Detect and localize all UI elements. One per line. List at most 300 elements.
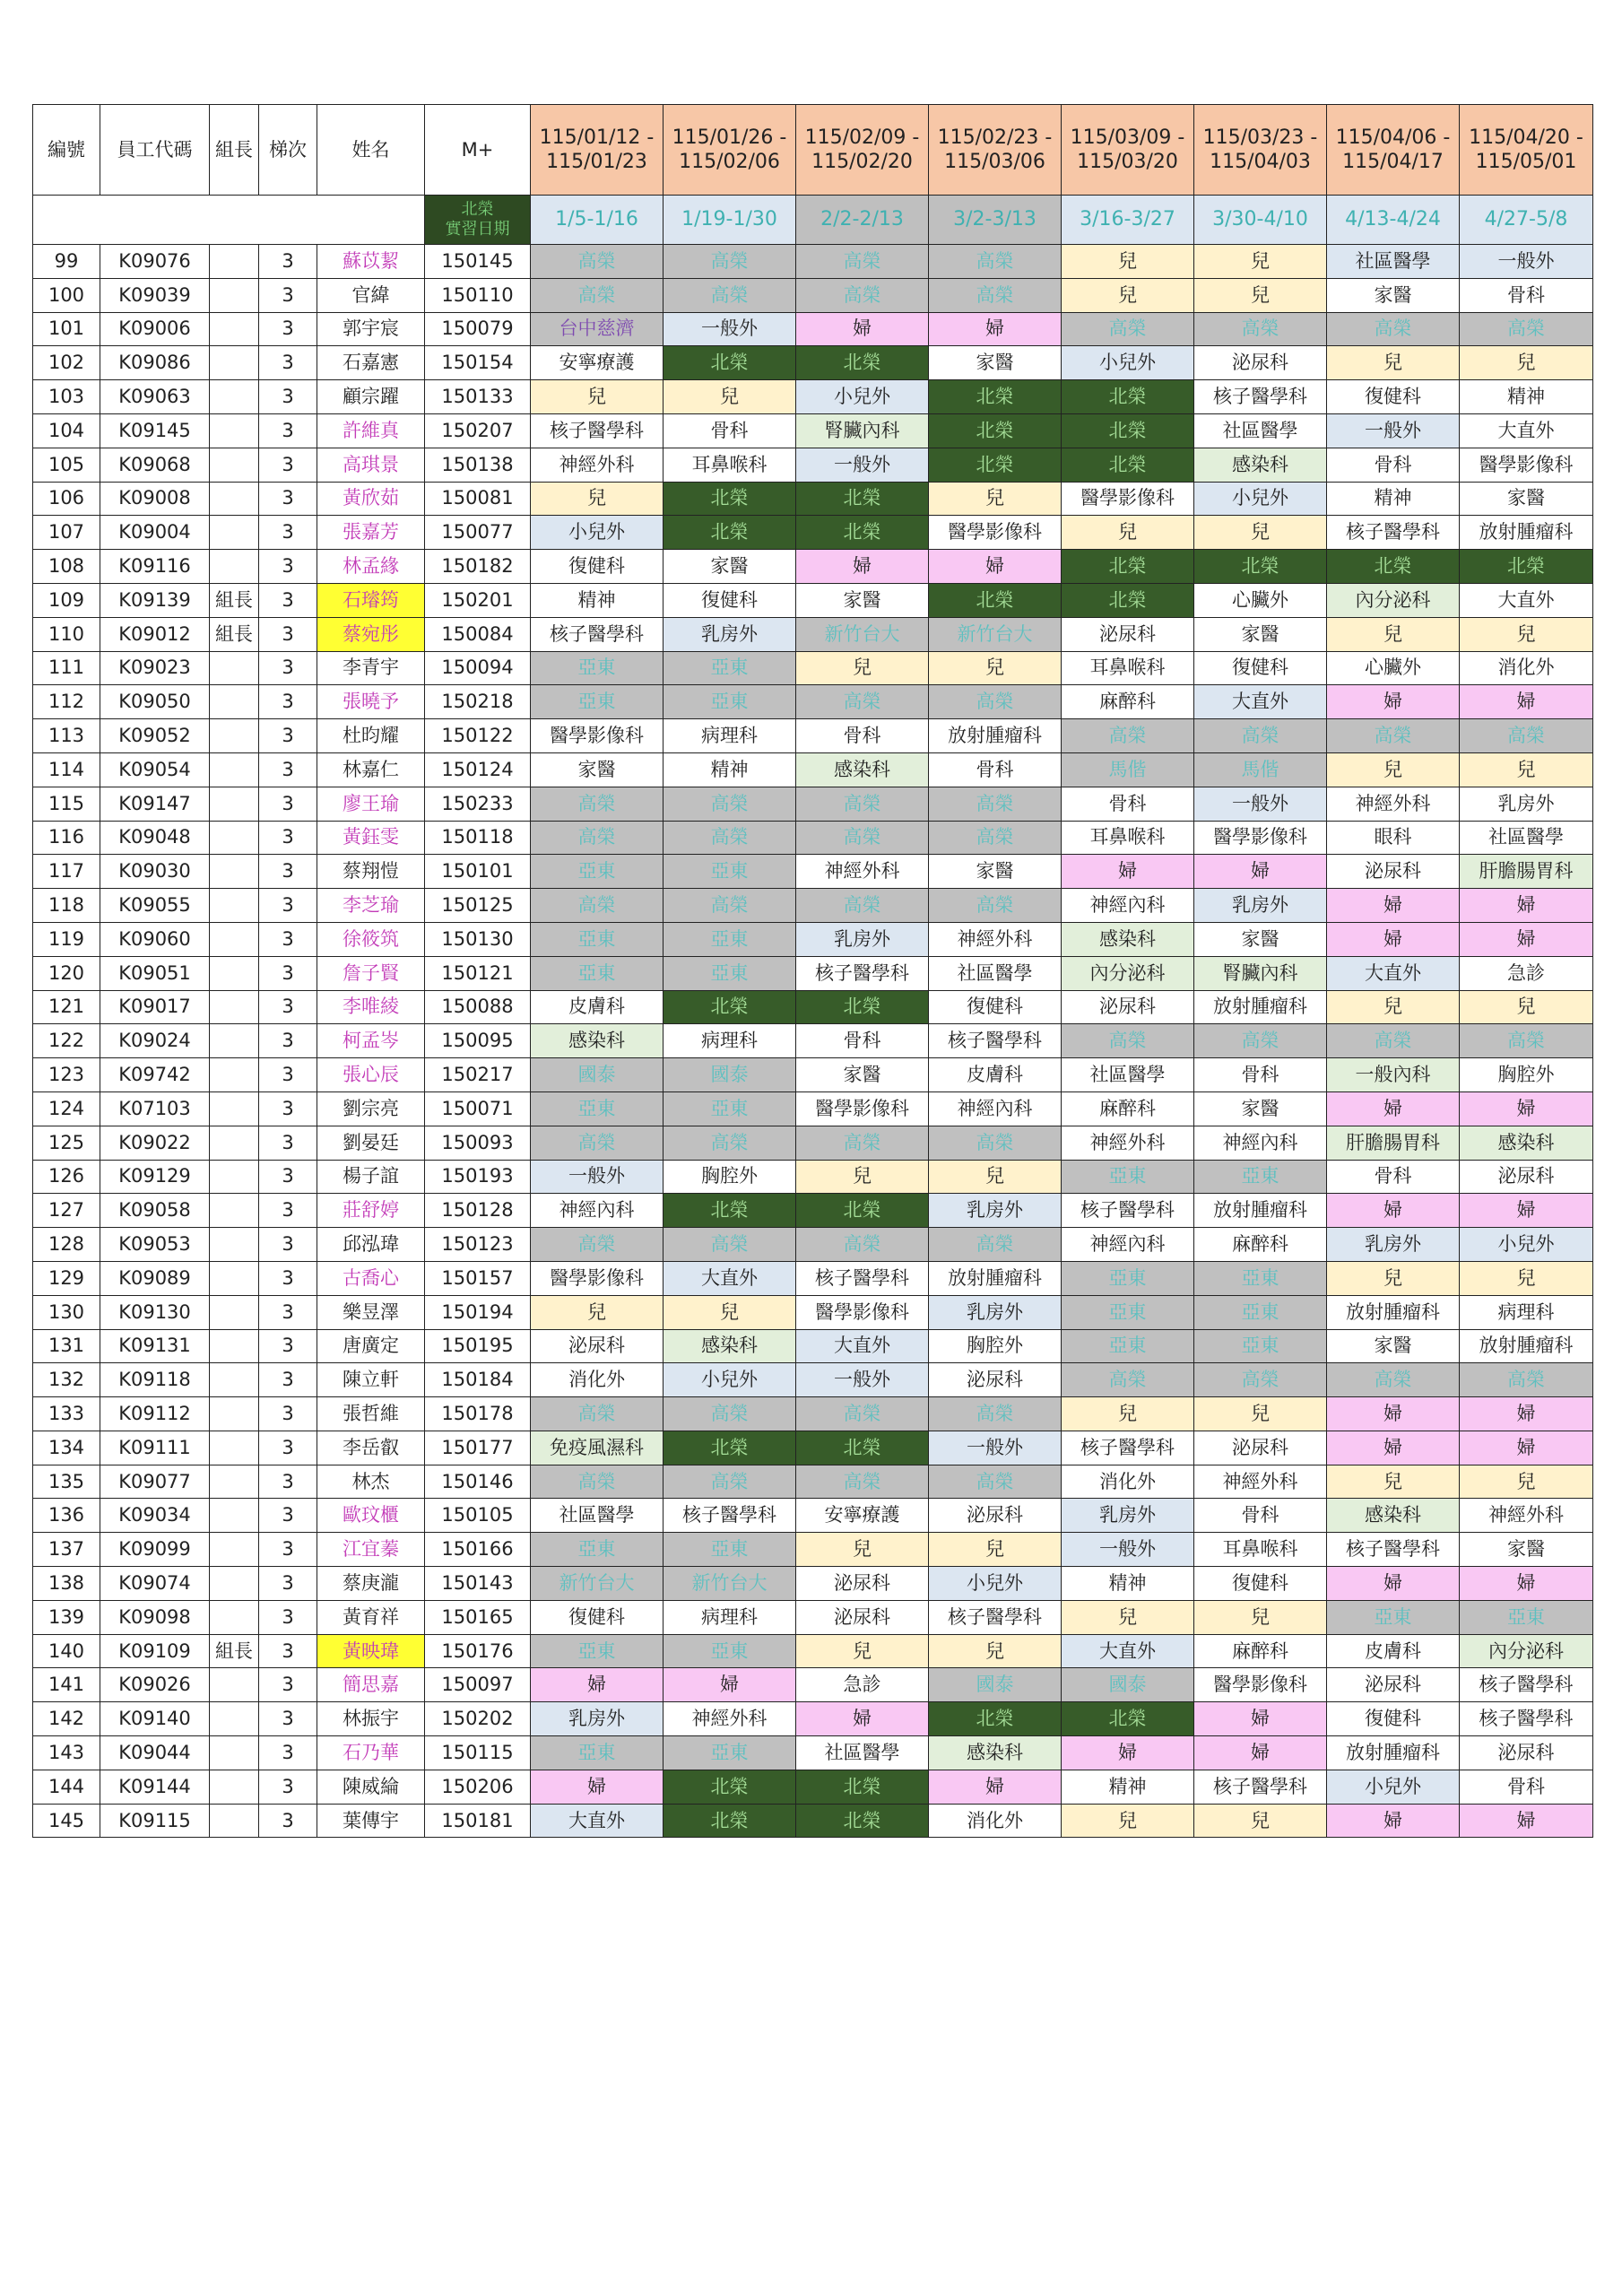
- rotation-cell: 兒: [929, 1634, 1062, 1668]
- rotation-cell: 高榮: [1194, 1363, 1327, 1397]
- row-name: 石璿筠: [317, 583, 425, 617]
- row-batch: 3: [259, 1465, 317, 1499]
- rotation-cell: 復健科: [1327, 380, 1460, 414]
- rotation-cell: 北榮: [796, 346, 929, 380]
- header-period-2: 115/01/26 - 115/02/06: [664, 105, 796, 196]
- row-no: 140: [33, 1634, 100, 1668]
- rotation-cell: 高榮: [531, 821, 664, 855]
- rotation-cell: 新竹台大: [929, 617, 1062, 651]
- rotation-cell: 核子醫學科: [796, 1261, 929, 1295]
- rotation-cell: 醫學影像科: [929, 516, 1062, 550]
- rotation-cell: 高榮: [664, 1126, 796, 1160]
- row-no: 101: [33, 312, 100, 346]
- row-code: K09012: [100, 617, 210, 651]
- rotation-cell: 病理科: [1460, 1295, 1593, 1329]
- row-leader: [210, 1160, 259, 1194]
- row-batch: 3: [259, 1736, 317, 1770]
- rotation-cell: 耳鼻喉科: [1062, 651, 1194, 685]
- row-mplus: 150176: [425, 1634, 531, 1668]
- rotation-cell: 亞東: [1062, 1160, 1194, 1194]
- row-no: 133: [33, 1397, 100, 1431]
- row-mplus: 150202: [425, 1702, 531, 1736]
- rotation-cell: 神經外科: [1194, 1465, 1327, 1499]
- rotation-cell: 高榮: [1062, 312, 1194, 346]
- rotation-cell: 泌尿科: [1327, 855, 1460, 889]
- rotation-cell: 麻醉科: [1194, 1228, 1327, 1262]
- row-name: 張嘉芳: [317, 516, 425, 550]
- row-no: 107: [33, 516, 100, 550]
- rotation-cell: 北榮: [796, 1770, 929, 1804]
- rotation-cell: 亞東: [664, 651, 796, 685]
- table-row: [33, 516, 1593, 550]
- table-row: [33, 1024, 1593, 1058]
- rotation-cell: 亞東: [1194, 1160, 1327, 1194]
- rotation-cell: 北榮: [664, 516, 796, 550]
- rotation-cell: 病理科: [664, 1600, 796, 1634]
- rotation-cell: 婦: [1327, 1431, 1460, 1465]
- rotation-cell: 皮膚科: [929, 1058, 1062, 1092]
- rotation-cell: 小兒外: [796, 380, 929, 414]
- row-mplus: 150105: [425, 1499, 531, 1533]
- row-no: 100: [33, 278, 100, 312]
- row-no: 108: [33, 550, 100, 584]
- row-batch: 3: [259, 1634, 317, 1668]
- row-mplus: 150081: [425, 482, 531, 516]
- rotation-cell: 骨科: [796, 719, 929, 753]
- table-row: [33, 1702, 1593, 1736]
- rotation-cell: 一般外: [531, 1160, 664, 1194]
- rotation-cell: 社區醫學: [1327, 245, 1460, 279]
- rotation-cell: 復健科: [1327, 1702, 1460, 1736]
- header-batch: 梯次: [259, 105, 317, 196]
- rotation-cell: 社區醫學: [531, 1499, 664, 1533]
- row-no: 116: [33, 821, 100, 855]
- rotation-cell: 核子醫學科: [1062, 1431, 1194, 1465]
- rotation-cell: 神經外科: [1062, 1126, 1194, 1160]
- row-code: K09063: [100, 380, 210, 414]
- rotation-cell: 復健科: [929, 990, 1062, 1024]
- table-row: [33, 855, 1593, 889]
- rotation-cell: 高榮: [1327, 1024, 1460, 1058]
- rotation-cell: 北榮: [1062, 413, 1194, 448]
- rotation-cell: 感染科: [664, 1329, 796, 1363]
- row-batch: 3: [259, 516, 317, 550]
- row-no: 102: [33, 346, 100, 380]
- row-leader: [210, 1431, 259, 1465]
- row-code: K09053: [100, 1228, 210, 1262]
- rotation-cell: 新竹台大: [796, 617, 929, 651]
- rotation-cell: 醫學影像科: [1460, 448, 1593, 482]
- rotation-cell: 高榮: [531, 245, 664, 279]
- rotation-cell: 婦: [1460, 1091, 1593, 1126]
- rotation-cell: 國泰: [664, 1058, 796, 1092]
- north-period-8: 4/27-5/8: [1460, 196, 1593, 245]
- rotation-cell: 婦: [1327, 1804, 1460, 1838]
- rotation-cell: 核子醫學科: [929, 1024, 1062, 1058]
- row-leader: [210, 245, 259, 279]
- rotation-cell: 亞東: [531, 1634, 664, 1668]
- rotation-cell: 核子醫學科: [1194, 380, 1327, 414]
- row-batch: 3: [259, 448, 317, 482]
- rotation-cell: 家醫: [1460, 482, 1593, 516]
- row-code: K09076: [100, 245, 210, 279]
- table-row: [33, 787, 1593, 821]
- row-no: 134: [33, 1431, 100, 1465]
- rotation-cell: 核子醫學科: [531, 617, 664, 651]
- row-leader: [210, 719, 259, 753]
- rotation-cell: 北榮: [1327, 550, 1460, 584]
- rotation-cell: 高榮: [929, 787, 1062, 821]
- header-name: 姓名: [317, 105, 425, 196]
- rotation-cell: 一般外: [929, 1431, 1062, 1465]
- row-batch: 3: [259, 922, 317, 956]
- row-mplus: 150154: [425, 346, 531, 380]
- rotation-cell: 亞東: [664, 855, 796, 889]
- rotation-cell: 皮膚科: [531, 990, 664, 1024]
- rotation-cell: 台中慈濟: [531, 312, 664, 346]
- table-row: [33, 1126, 1593, 1160]
- rotation-cell: 北榮: [664, 990, 796, 1024]
- rotation-cell: 北榮: [1194, 550, 1327, 584]
- rotation-cell: 婦: [929, 1770, 1062, 1804]
- row-mplus: 150121: [425, 956, 531, 990]
- rotation-cell: 婦: [664, 1668, 796, 1702]
- row-batch: 3: [259, 685, 317, 719]
- row-batch: 3: [259, 278, 317, 312]
- north-period-4: 3/2-3/13: [929, 196, 1062, 245]
- row-name: 劉宗亮: [317, 1091, 425, 1126]
- rotation-cell: 亞東: [1194, 1295, 1327, 1329]
- rotation-cell: 高榮: [1194, 719, 1327, 753]
- table-row: [33, 1668, 1593, 1702]
- row-batch: 3: [259, 413, 317, 448]
- row-leader: [210, 1702, 259, 1736]
- rotation-cell: 高榮: [1460, 312, 1593, 346]
- rotation-cell: 乳房外: [929, 1295, 1062, 1329]
- rotation-cell: 兒: [531, 1295, 664, 1329]
- row-name: 石乃華: [317, 1736, 425, 1770]
- rotation-cell: 家醫: [1327, 278, 1460, 312]
- row-code: K09131: [100, 1329, 210, 1363]
- header-period-5: 115/03/09 - 115/03/20: [1062, 105, 1194, 196]
- row-mplus: 150182: [425, 550, 531, 584]
- rotation-cell: 麻醉科: [1062, 685, 1194, 719]
- rotation-cell: 新竹台大: [664, 1567, 796, 1601]
- rotation-cell: 兒: [1194, 1804, 1327, 1838]
- row-no: 124: [33, 1091, 100, 1126]
- table-row: [33, 482, 1593, 516]
- row-leader: [210, 685, 259, 719]
- row-code: K09089: [100, 1261, 210, 1295]
- row-leader: [210, 346, 259, 380]
- row-mplus: 150207: [425, 413, 531, 448]
- row-name: 詹子賢: [317, 956, 425, 990]
- rotation-cell: 泌尿科: [1460, 1736, 1593, 1770]
- row-leader: [210, 889, 259, 923]
- row-batch: 3: [259, 1126, 317, 1160]
- rotation-cell: 醫學影像科: [1194, 1668, 1327, 1702]
- rotation-cell: 一般外: [1062, 1533, 1194, 1567]
- rotation-cell: 大直外: [1194, 685, 1327, 719]
- row-code: K09023: [100, 651, 210, 685]
- row-leader: [210, 1736, 259, 1770]
- rotation-cell: 肝膽腸胃科: [1327, 1126, 1460, 1160]
- rotation-cell: 社區醫學: [1194, 413, 1327, 448]
- rotation-cell: 婦: [1327, 922, 1460, 956]
- rotation-cell: 神經內科: [1062, 1228, 1194, 1262]
- table-row: [33, 1770, 1593, 1804]
- rotation-cell: 高榮: [1327, 1363, 1460, 1397]
- rotation-cell: 骨科: [796, 1024, 929, 1058]
- rotation-cell: 神經內科: [1194, 1126, 1327, 1160]
- rotation-cell: 大直外: [1062, 1634, 1194, 1668]
- row-name: 廖王瑜: [317, 787, 425, 821]
- rotation-cell: 消化外: [1460, 651, 1593, 685]
- row-name: 李芝瑜: [317, 889, 425, 923]
- row-mplus: 150201: [425, 583, 531, 617]
- rotation-cell: 婦: [531, 1668, 664, 1702]
- rotation-cell: 高榮: [929, 821, 1062, 855]
- row-leader: [210, 1261, 259, 1295]
- row-no: 120: [33, 956, 100, 990]
- row-batch: 3: [259, 550, 317, 584]
- rotation-cell: 高榮: [1194, 1024, 1327, 1058]
- row-mplus: 150079: [425, 312, 531, 346]
- row-mplus: 150097: [425, 1668, 531, 1702]
- row-code: K09139: [100, 583, 210, 617]
- rotation-cell: 大直外: [1327, 956, 1460, 990]
- rotation-cell: 兒: [1062, 245, 1194, 279]
- rotation-cell: 病理科: [664, 719, 796, 753]
- row-batch: 3: [259, 617, 317, 651]
- row-code: K07103: [100, 1091, 210, 1126]
- rotation-cell: 乳房外: [1327, 1228, 1460, 1262]
- header-period-3: 115/02/09 - 115/02/20: [796, 105, 929, 196]
- rotation-cell: 婦: [1327, 1567, 1460, 1601]
- rotation-cell: 高榮: [796, 278, 929, 312]
- rotation-cell: 大直外: [531, 1804, 664, 1838]
- rotation-cell: 放射腫瘤科: [929, 1261, 1062, 1295]
- rotation-cell: 北榮: [664, 1431, 796, 1465]
- row-code: K09109: [100, 1634, 210, 1668]
- rotation-cell: 亞東: [1062, 1329, 1194, 1363]
- row-name: 劉晏廷: [317, 1126, 425, 1160]
- row-code: K09130: [100, 1295, 210, 1329]
- rotation-cell: 感染科: [796, 752, 929, 787]
- row-mplus: 150143: [425, 1567, 531, 1601]
- rotation-cell: 神經外科: [929, 922, 1062, 956]
- row-name: 林杰: [317, 1465, 425, 1499]
- rotation-cell: 高榮: [664, 821, 796, 855]
- rotation-cell: 兒: [531, 482, 664, 516]
- row-code: K09060: [100, 922, 210, 956]
- row-name: 樂昱澤: [317, 1295, 425, 1329]
- table-row: [33, 922, 1593, 956]
- rotation-cell: 兒: [1327, 1261, 1460, 1295]
- row-code: K09086: [100, 346, 210, 380]
- rotation-cell: 婦: [1460, 1194, 1593, 1228]
- rotation-cell: 醫學影像科: [796, 1295, 929, 1329]
- row-no: 125: [33, 1126, 100, 1160]
- rotation-cell: 內分泌科: [1460, 1634, 1593, 1668]
- row-no: 111: [33, 651, 100, 685]
- header-no: 編號: [33, 105, 100, 196]
- rotation-cell: 骨科: [1327, 448, 1460, 482]
- rotation-cell: 骨科: [1460, 1770, 1593, 1804]
- row-batch: 3: [259, 1431, 317, 1465]
- rotation-cell: 北榮: [664, 482, 796, 516]
- rotation-cell: 亞東: [664, 956, 796, 990]
- north-period-6: 3/30-4/10: [1194, 196, 1327, 245]
- rotation-cell: 亞東: [664, 1091, 796, 1126]
- rotation-cell: 安寧療護: [531, 346, 664, 380]
- header-period-8: 115/04/20 - 115/05/01: [1460, 105, 1593, 196]
- row-name: 張哲維: [317, 1397, 425, 1431]
- rotation-cell: 高榮: [531, 1465, 664, 1499]
- rotation-cell: 泌尿科: [796, 1567, 929, 1601]
- rotation-cell: 小兒外: [1460, 1228, 1593, 1262]
- row-name: 顧宗躍: [317, 380, 425, 414]
- row-batch: 3: [259, 1533, 317, 1567]
- rotation-cell: 高榮: [1460, 1363, 1593, 1397]
- rotation-cell: 耳鼻喉科: [1194, 1533, 1327, 1567]
- rotation-cell: 兒: [796, 1634, 929, 1668]
- rotation-cell: 婦: [1194, 855, 1327, 889]
- row-no: 110: [33, 617, 100, 651]
- row-name: 徐筱筑: [317, 922, 425, 956]
- header-period-1: 115/01/12 - 115/01/23: [531, 105, 664, 196]
- rotation-cell: 病理科: [664, 1024, 796, 1058]
- rotation-cell: 醫學影像科: [531, 719, 664, 753]
- rotation-cell: 放射腫瘤科: [929, 719, 1062, 753]
- row-leader: [210, 1600, 259, 1634]
- row-name: 蔡庚瀧: [317, 1567, 425, 1601]
- rotation-cell: 兒: [664, 1295, 796, 1329]
- rotation-cell: 核子醫學科: [796, 956, 929, 990]
- row-code: K09147: [100, 787, 210, 821]
- rotation-cell: 兒: [1460, 346, 1593, 380]
- rotation-cell: 兒: [796, 651, 929, 685]
- row-name: 林振宇: [317, 1702, 425, 1736]
- rotation-cell: 婦: [1062, 1736, 1194, 1770]
- rotation-cell: 核子醫學科: [1194, 1770, 1327, 1804]
- rotation-cell: 神經內科: [1062, 889, 1194, 923]
- row-mplus: 150145: [425, 245, 531, 279]
- row-no: 105: [33, 448, 100, 482]
- rotation-cell: 眼科: [1327, 821, 1460, 855]
- row-no: 137: [33, 1533, 100, 1567]
- rotation-cell: 家醫: [796, 1058, 929, 1092]
- header-mplus: M+: [425, 105, 531, 196]
- rotation-cell: 精神: [664, 752, 796, 787]
- row-name: 黃育祥: [317, 1600, 425, 1634]
- table-row: [33, 550, 1593, 584]
- rotation-cell: 耳鼻喉科: [664, 448, 796, 482]
- rotation-cell: 高榮: [796, 787, 929, 821]
- row-name: 陳威綸: [317, 1770, 425, 1804]
- row-no: 126: [33, 1160, 100, 1194]
- rotation-cell: 北榮: [1062, 583, 1194, 617]
- row-name: 高琪景: [317, 448, 425, 482]
- rotation-cell: 高榮: [796, 1126, 929, 1160]
- table-row: [33, 1533, 1593, 1567]
- rotation-cell: 亞東: [531, 1091, 664, 1126]
- rotation-cell: 社區醫學: [1062, 1058, 1194, 1092]
- rotation-cell: 馬偕: [1062, 752, 1194, 787]
- row-leader: [210, 651, 259, 685]
- rotation-cell: 高榮: [531, 1397, 664, 1431]
- header-row: [33, 105, 1593, 196]
- row-code: K09115: [100, 1804, 210, 1838]
- rotation-cell: 婦: [929, 312, 1062, 346]
- row-leader: [210, 787, 259, 821]
- rotation-cell: 兒: [1062, 1804, 1194, 1838]
- row-name: 葉傳宇: [317, 1804, 425, 1838]
- rotation-cell: 北榮: [796, 1431, 929, 1465]
- table-row: [33, 312, 1593, 346]
- north-period-3: 2/2-2/13: [796, 196, 929, 245]
- row-mplus: 150195: [425, 1329, 531, 1363]
- rotation-cell: 消化外: [531, 1363, 664, 1397]
- row-leader: [210, 752, 259, 787]
- rotation-cell: 北榮: [1062, 550, 1194, 584]
- rotation-cell: 北榮: [1062, 448, 1194, 482]
- table-row: [33, 1431, 1593, 1465]
- rotation-cell: 精神: [1062, 1567, 1194, 1601]
- rotation-cell: 亞東: [1062, 1295, 1194, 1329]
- row-name: 蘇苡絜: [317, 245, 425, 279]
- rotation-cell: 腎臟內科: [796, 413, 929, 448]
- row-leader: [210, 1770, 259, 1804]
- table-row: [33, 1634, 1593, 1668]
- rotation-cell: 小兒外: [929, 1567, 1062, 1601]
- rotation-cell: 國泰: [1062, 1668, 1194, 1702]
- rotation-cell: 北榮: [664, 346, 796, 380]
- row-name: 郭宇宸: [317, 312, 425, 346]
- rotation-cell: 高榮: [531, 787, 664, 821]
- row-leader: [210, 550, 259, 584]
- rotation-cell: 復健科: [664, 583, 796, 617]
- rotation-cell: 兒: [1327, 990, 1460, 1024]
- row-no: 117: [33, 855, 100, 889]
- table-row: [33, 990, 1593, 1024]
- row-leader: [210, 1465, 259, 1499]
- rotation-cell: 高榮: [929, 685, 1062, 719]
- row-name: 黃鈺雯: [317, 821, 425, 855]
- row-mplus: 150166: [425, 1533, 531, 1567]
- row-leader: [210, 855, 259, 889]
- rotation-cell: 高榮: [929, 1228, 1062, 1262]
- rotation-cell: 兒: [1327, 617, 1460, 651]
- rotation-cell: 兒: [1062, 1397, 1194, 1431]
- row-no: 119: [33, 922, 100, 956]
- rotation-cell: 乳房外: [531, 1702, 664, 1736]
- table-row: [33, 1363, 1593, 1397]
- rotation-cell: 內分泌科: [1327, 583, 1460, 617]
- rotation-cell: 泌尿科: [1194, 1431, 1327, 1465]
- row-leader: [210, 380, 259, 414]
- row-name: 李唯綾: [317, 990, 425, 1024]
- rotation-cell: 婦: [1327, 1397, 1460, 1431]
- table-row: [33, 719, 1593, 753]
- rotation-cell: 兒: [1460, 1261, 1593, 1295]
- rotation-cell: 兒: [1460, 1465, 1593, 1499]
- rotation-cell: 北榮: [1460, 550, 1593, 584]
- rotation-cell: 兒: [929, 482, 1062, 516]
- row-batch: 3: [259, 1668, 317, 1702]
- table-row: [33, 617, 1593, 651]
- rotation-cell: 高榮: [664, 787, 796, 821]
